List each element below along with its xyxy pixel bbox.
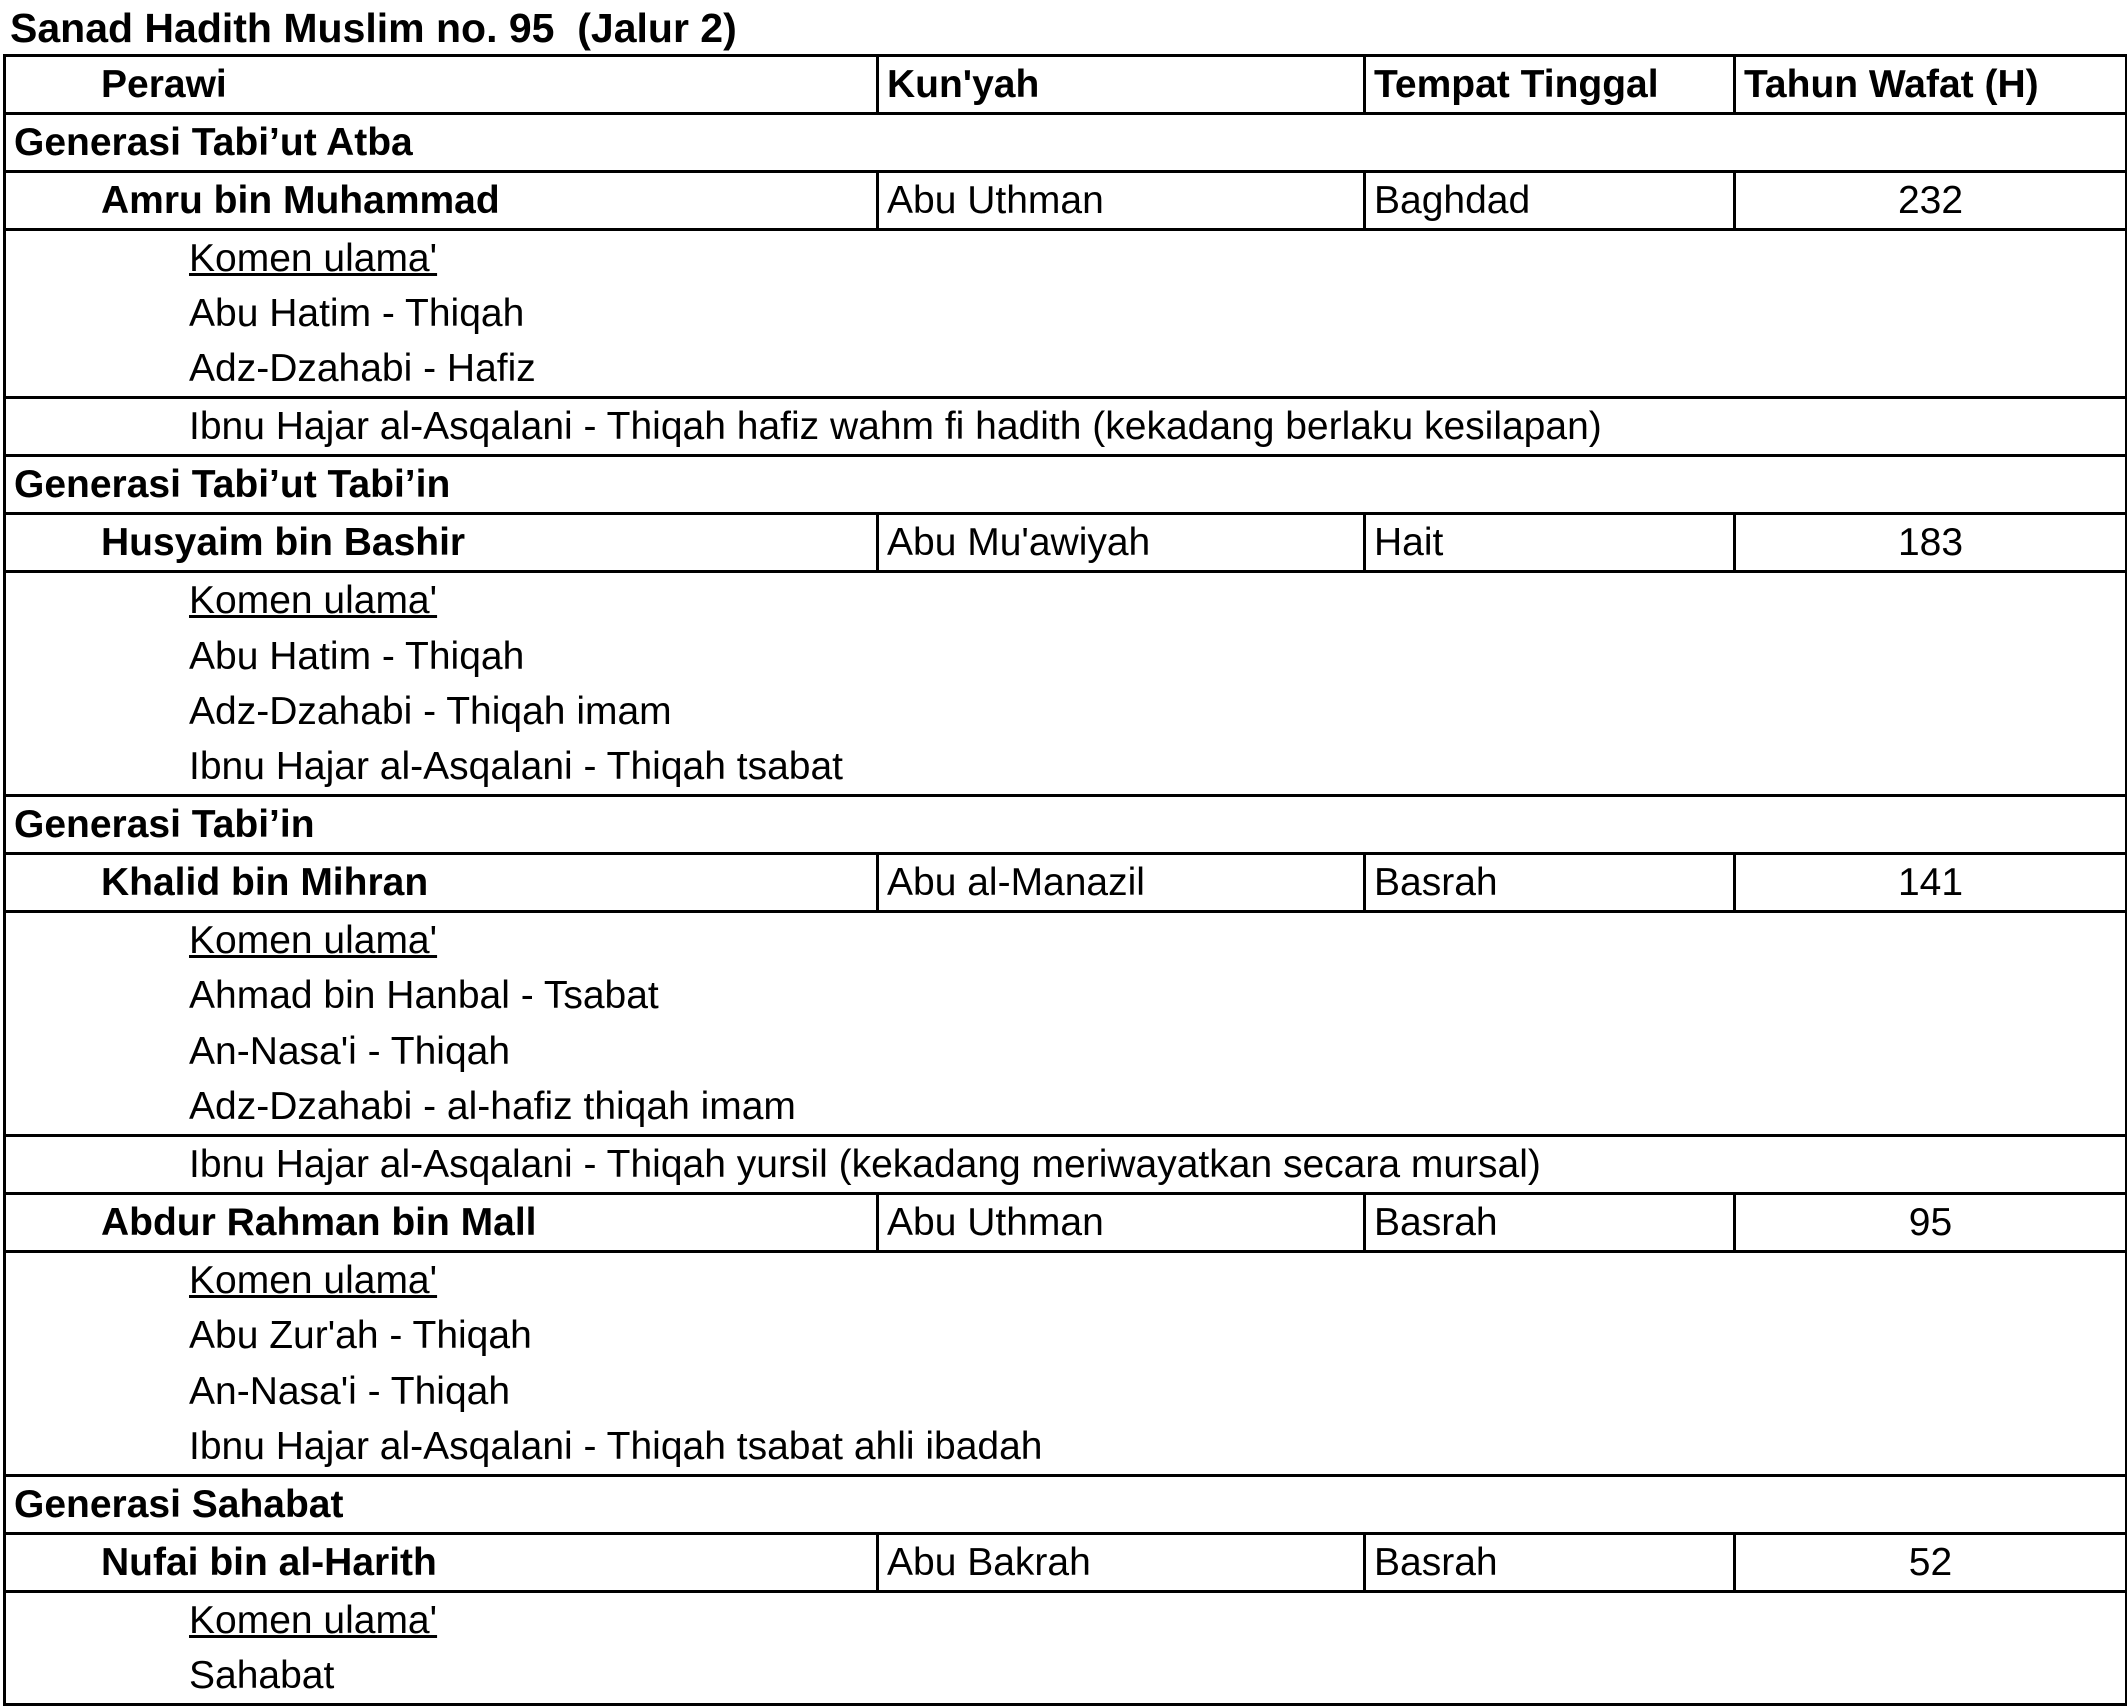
comment-text: Adz-Dzahabi - Hafiz xyxy=(5,341,2127,398)
narrator-name: Husyaim bin Bashir xyxy=(5,514,878,572)
comment-text: Abu Zur'ah - Thiqah xyxy=(5,1308,2127,1363)
comment-text: An-Nasa'i - Thiqah xyxy=(5,1363,2127,1418)
header-tahun: Tahun Wafat (H) xyxy=(1735,56,2127,114)
narrator-tempat: Basrah xyxy=(1365,1533,1735,1591)
comment-text: Ibnu Hajar al-Asqalani - Thiqah tsabat xyxy=(5,739,2127,796)
narrator-kunyah: Abu al-Manazil xyxy=(878,854,1365,912)
narrator-tahun: 52 xyxy=(1735,1533,2127,1591)
header-perawi: Perawi xyxy=(5,56,878,114)
generation-title: Generasi Tabi’ut Atba xyxy=(5,114,2127,172)
generation-title: Generasi Sahabat xyxy=(5,1475,2127,1533)
comment-row xyxy=(5,912,2127,969)
comment-text: Abu Hatim - Thiqah xyxy=(5,628,2127,683)
narrator-tempat: Baghdad xyxy=(1365,172,1735,230)
narrator-kunyah: Abu Uthman xyxy=(878,172,1365,230)
comment-row xyxy=(5,628,2127,683)
narrator-name: Nufai bin al-Harith xyxy=(5,1533,878,1591)
header-tempat: Tempat Tinggal xyxy=(1365,56,1735,114)
comment-row xyxy=(5,968,2127,1023)
comment-row xyxy=(5,1308,2127,1363)
header-row xyxy=(5,56,2127,114)
narrator-row xyxy=(5,1533,2127,1591)
page-title: Sanad Hadith Muslim no. 95 (Jalur 2) xyxy=(10,5,737,51)
narrator-tahun: 183 xyxy=(1735,514,2127,572)
komen-label: Komen ulama' xyxy=(189,1258,438,1302)
comment-row xyxy=(5,341,2127,398)
generation-row xyxy=(5,1475,2127,1533)
narrator-name: Amru bin Muhammad xyxy=(5,172,878,230)
komen-label: Komen ulama' xyxy=(189,919,438,963)
comment-row xyxy=(5,1648,2127,1705)
generation-row xyxy=(5,796,2127,854)
comment-row xyxy=(5,398,2127,456)
narrator-kunyah: Abu Mu'awiyah xyxy=(878,514,1365,572)
generation-row xyxy=(5,456,2127,514)
narrator-tempat: Hait xyxy=(1365,514,1735,572)
comment-row xyxy=(5,1363,2127,1418)
comment-row xyxy=(5,1251,2127,1308)
comment-row xyxy=(5,1419,2127,1476)
comment-row xyxy=(5,1079,2127,1136)
comment-row xyxy=(5,1135,2127,1193)
generation-title: Generasi Tabi’in xyxy=(5,796,2127,854)
comment-row xyxy=(5,572,2127,629)
sanad-table xyxy=(3,54,2127,1706)
narrator-row xyxy=(5,854,2127,912)
comment-row xyxy=(5,684,2127,739)
narrator-tahun: 95 xyxy=(1735,1193,2127,1251)
comment-text: Adz-Dzahabi - al-hafiz thiqah imam xyxy=(5,1079,2127,1136)
komen-label: Komen ulama' xyxy=(189,1598,438,1642)
narrator-tempat: Basrah xyxy=(1365,854,1735,912)
narrator-kunyah: Abu Uthman xyxy=(878,1193,1365,1251)
comment-text: Ibnu Hajar al-Asqalani - Thiqah tsabat ahli ibadah xyxy=(5,1419,2127,1476)
generation-row xyxy=(5,114,2127,172)
comment-text: Ibnu Hajar al-Asqalani - Thiqah yursil (kekadang meriwayatkan secara mursal) xyxy=(5,1135,2127,1193)
comment-row xyxy=(5,1591,2127,1648)
comment-text: An-Nasa'i - Thiqah xyxy=(5,1024,2127,1079)
comment-row xyxy=(5,739,2127,796)
comment-text: Adz-Dzahabi - Thiqah imam xyxy=(5,684,2127,739)
header-kunyah: Kun'yah xyxy=(878,56,1365,114)
comment-text: Ibnu Hajar al-Asqalani - Thiqah hafiz wahm fi hadith (kekadang berlaku kesilapan) xyxy=(5,398,2127,456)
comment-text: Abu Hatim - Thiqah xyxy=(5,286,2127,341)
narrator-name: Abdur Rahman bin Mall xyxy=(5,1193,878,1251)
narrator-row xyxy=(5,172,2127,230)
narrator-tahun: 232 xyxy=(1735,172,2127,230)
narrator-name: Khalid bin Mihran xyxy=(5,854,878,912)
comment-text: Ahmad bin Hanbal - Tsabat xyxy=(5,968,2127,1023)
comment-text: Sahabat xyxy=(5,1648,2127,1705)
generation-title: Generasi Tabi’ut Tabi’in xyxy=(5,456,2127,514)
comment-row xyxy=(5,1024,2127,1079)
narrator-kunyah: Abu Bakrah xyxy=(878,1533,1365,1591)
narrator-tahun: 141 xyxy=(1735,854,2127,912)
comment-row xyxy=(5,230,2127,287)
narrator-row xyxy=(5,1193,2127,1251)
comment-row xyxy=(5,286,2127,341)
komen-label: Komen ulama' xyxy=(189,237,438,280)
narrator-row xyxy=(5,514,2127,572)
komen-label: Komen ulama' xyxy=(189,579,438,623)
narrator-tempat: Basrah xyxy=(1365,1193,1735,1251)
